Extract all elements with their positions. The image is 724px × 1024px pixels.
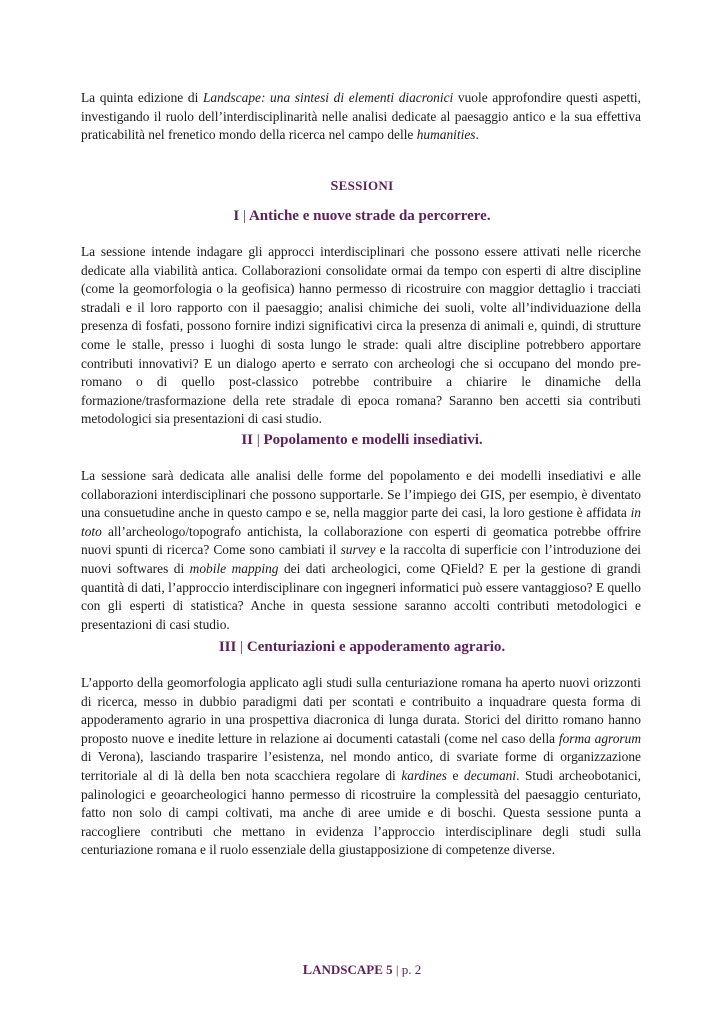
session-title: Antiche e nuove strade da percorrere. [248,208,491,224]
humanities-term: humanities [416,127,476,143]
body-text: . Studi archeobotanici, palinologici e geoarcheologici hanno permesso di ricostruire la complessità del paesaggio centuriato, fatto non solo di campi coltivati, ma anche di aree umide e di boschi. Questa sessione punta a raccogliere contributi che mettano in evidenza l’approccio interdisciplinare degli studi sulla centuriazione romana e il ruolo essenziale della giustapposizione di competenze diverse. [81,767,641,858]
latin-term: kardines [401,767,447,783]
intro-text: . [475,127,479,143]
body-text: di Verona), lasciando trasparire l’esistenza, nel mondo antico, di svariate forme di organizzazione territoriale al di là della ben nota scacchiera regolare di [81,749,641,783]
session-numeral: III [218,639,237,655]
english-term: survey [340,542,376,558]
body-text: L’apporto della geomorfologia applicato agli studi sulla centuriazione romana ha aperto nuovi orizzonti di ricerca, messo in dubbio paradigmi dati per scontati e contribuito a inquadrare questa forma di appoderamento agrario in una prospettiva diacronica di lunga durata. Storici del diritto romano hanno proposto nuove e inedite letture in relazione ai documenti catastali (come nel caso della [81,675,641,746]
latin-term: forma agrorum [558,730,641,746]
intro-text: vuole approfondire questi aspetti, investigando il ruolo dell’interdisciplinarità nelle analisi dedicate al paesaggio antico e la sua effettiva praticabilità nel frenetico mondo della ricerca nel campo delle [81,90,642,143]
session-numeral: II [241,432,253,448]
session-title: Popolamento e modelli insediativi. [263,432,483,448]
intro-text: La quinta edizione di [81,90,203,105]
sessions-heading [0,178,724,195]
separator: | [240,639,244,655]
page-number: p. 2 [401,962,422,977]
session-numeral: I [233,208,240,224]
footer-title: ANDSCAPE [312,962,383,977]
latin-term: in toto [81,505,641,539]
separator: | [256,432,260,448]
body-text: e la raccolta di superficie con l’introduzione dei nuovi softwares di [81,542,641,576]
separator: | [395,962,399,977]
body-text: dei dati archeologici, come QField? E per la gestione di grandi quantità di dati, l’approccio interdisciplinare con ingegneri informatici può essere vantaggioso? E quello con gli esperti di statistica? Anche in questa sessione saranno accolti contributi metodologici e presentazioni di casi studio. [81,560,641,632]
session-2-heading [0,432,724,449]
sessions-heading-rest: ESSIONI [338,178,394,193]
latin-term: decumani [464,767,517,783]
separator: | [243,208,247,224]
english-term: mobile mapping [189,560,279,576]
session-3-heading [0,639,724,656]
page-footer [0,962,724,979]
body-text: all’archeologo/topografo antichista, la collaborazione con esperti di geomatica potrebbe offrire nuovi spunti di ricerca? Come sono cambiati il [81,523,641,558]
session-3-body [81,674,641,860]
sessions-heading-initial: S [330,179,339,194]
session-1-heading [0,208,724,225]
body-text: e [446,767,465,783]
intro-paragraph [81,89,641,145]
session-title: Centuriazioni e appoderamento agrario. [246,639,506,655]
session-1-body: La sessione intende indagare gli approcci interdisciplinari che possono essere attivati nelle ricerche dedicate alla viabilità antica. Collaborazioni consolidate ormai da tempo con esperti di altre discipline (come la geomorfologia o la geofisica) hanno permesso di ricostruire con maggior dettaglio i tracciati stradali e il loro rapporto con il paesaggio; analisi chimiche dei suoli, volte all’individuazione della presenza di fosfati, possono fornire indizi significativi circa la presenza di animali e, quindi, di strutture come le stalle, presso i luoghi di sosta lungo le strade: quali altre discipline potrebbero apportare contributi innovativi? E un dialogo aperto e serrato con archeologi che si occupano del mondo pre-romano o di quello post-classico potrebbe contribuire a chiarire le dinamiche della formazione/trasformazione della rete stradale di epoca romana? Saranno ben accetti sia contributi metodologici sia presentazioni di casi studio. [81,244,641,427]
conference-title: Landscape: una sintesi di elementi diacronici [202,90,454,105]
footer-edition-number: 5 [386,962,393,977]
footer-initial: L [302,963,313,978]
session-2-body [81,467,641,634]
body-text: La sessione sarà dedicata alle analisi delle forme del popolamento e dei modelli insediativi e alle collaborazioni interdisciplinari che possono supportarle. Se l’impiego dei GIS, per esempio, è diventato una consuetudine anche in questo campo e se, nella maggior parte dei casi, la loro gestione è affidata [81,468,641,521]
